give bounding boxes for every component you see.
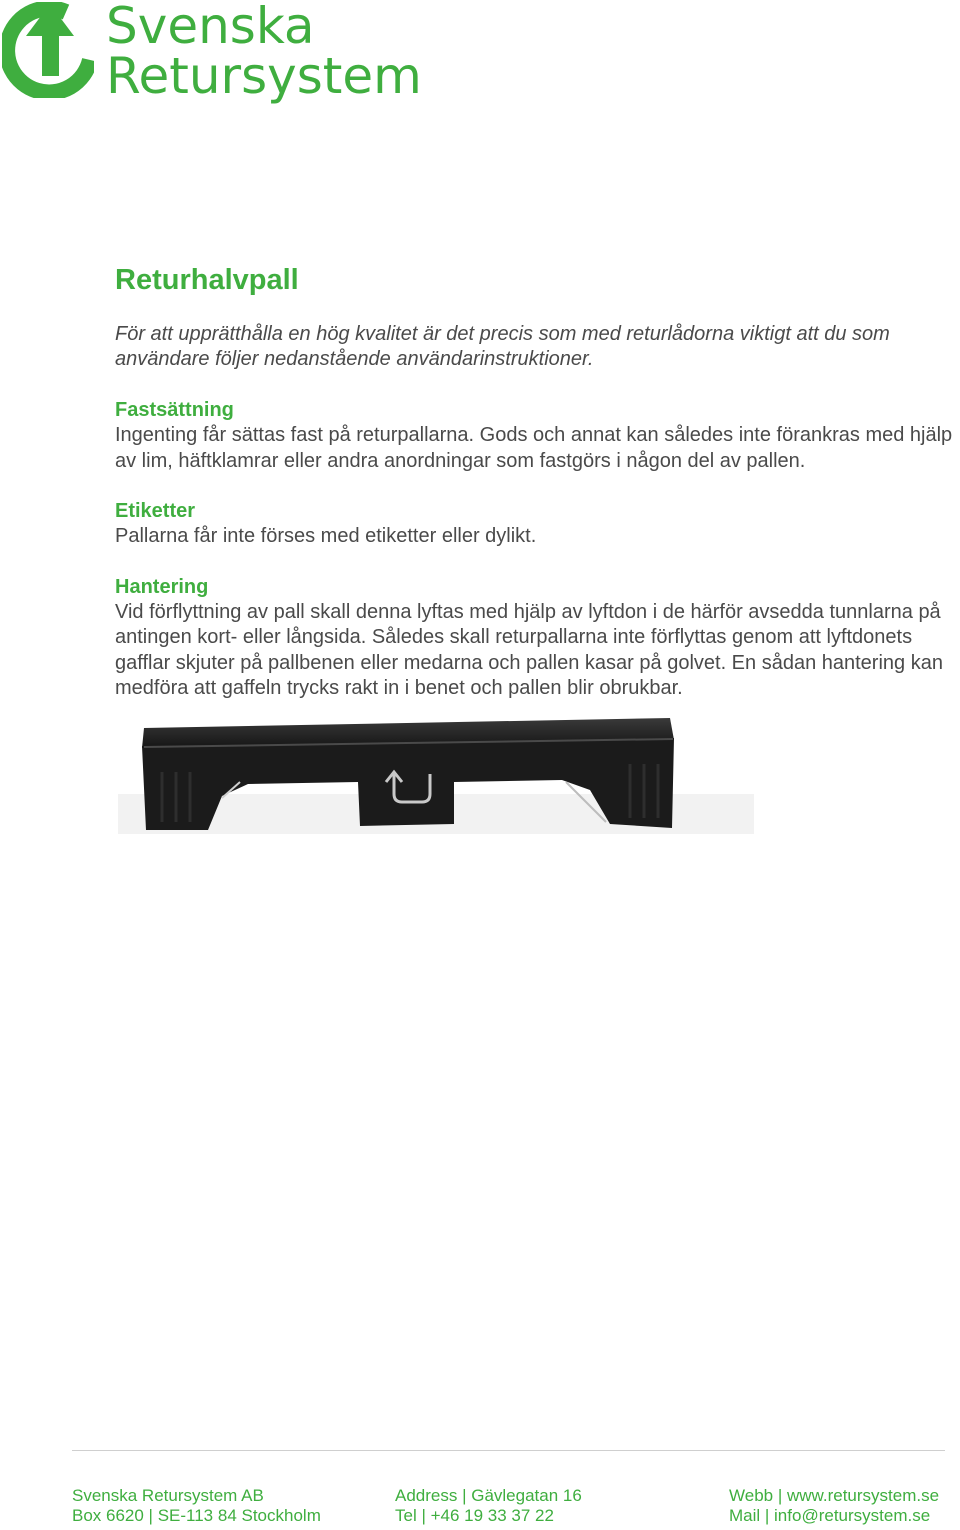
footer-contact bbox=[395, 1486, 582, 1526]
footer-company-name: Svenska Retursystem AB bbox=[72, 1486, 264, 1505]
footer-web bbox=[729, 1486, 939, 1526]
company-logo bbox=[0, 0, 430, 110]
section-fastsattning bbox=[115, 398, 960, 474]
section-body: Ingenting får sättas fast på returpallarna. Gods och annat kan således inte förankras med hjälp av lim, häftklamrar eller andra anordningar som fastgörs i någon del av pallen. bbox=[115, 424, 953, 472]
section-body: Vid förflyttning av pall skall denna lyftas med hjälp av lyftdon i de härför avsedda tunnlarna på antingen kort- eller långsida. Således skall returpallarna inte förflyttas genom att lyftdonets gafflar skjuter på pallbenen eller medarna och pallen kasar på golvet. En sådan hantering kan medföra att gaffeln trycks rakt in i benet och pallen blir obrukbar. bbox=[115, 600, 943, 699]
pallet-image bbox=[118, 712, 754, 842]
footer-company bbox=[72, 1486, 321, 1526]
section-heading: Hantering bbox=[115, 575, 209, 598]
logo-wordmark-line1: Svenska bbox=[106, 0, 315, 55]
document-body bbox=[115, 262, 960, 727]
section-hantering bbox=[115, 575, 960, 702]
section-body: Pallarna får inte förses med etiketter eller dylikt. bbox=[115, 525, 537, 547]
logo-wordmark-line2: Retursystem bbox=[106, 47, 422, 105]
footer-box-address: Box 6620 | SE-113 84 Stockholm bbox=[72, 1506, 321, 1525]
section-heading: Etiketter bbox=[115, 500, 196, 522]
page-title: Returhalvpall bbox=[115, 264, 299, 296]
footer-website[interactable]: Webb | www.retursystem.se bbox=[729, 1486, 940, 1505]
section-etiketter bbox=[115, 499, 960, 550]
return-arrow-circle-icon bbox=[2, 2, 94, 98]
footer-email[interactable]: Mail | info@retursystem.se bbox=[729, 1506, 931, 1525]
footer-street-address: Address | Gävlegatan 16 bbox=[395, 1486, 582, 1505]
footer-divider bbox=[72, 1450, 945, 1451]
intro-paragraph: För att upprätthålla en hög kvalitet är det precis som med returlådorna viktigt att du som användare följer nedanstående användarinstruktioner. bbox=[115, 323, 890, 370]
section-heading: Fastsättning bbox=[115, 399, 234, 421]
footer-phone: Tel | +46 19 33 37 22 bbox=[395, 1506, 554, 1525]
